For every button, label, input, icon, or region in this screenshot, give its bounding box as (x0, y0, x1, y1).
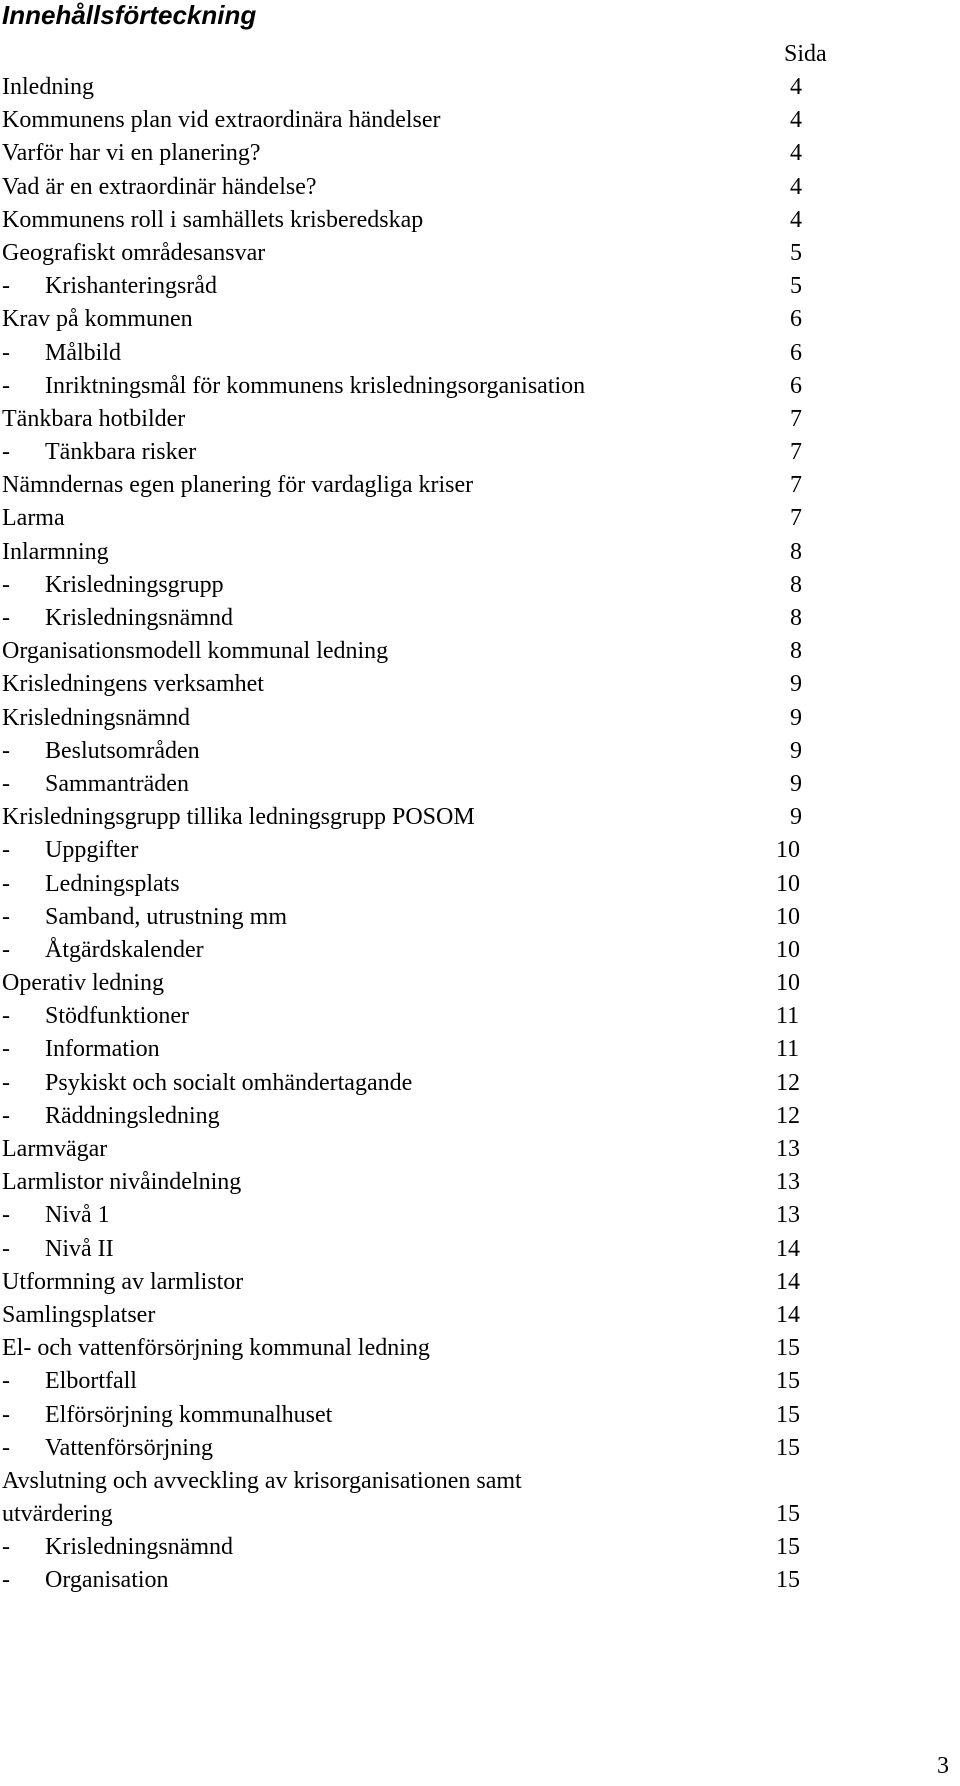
toc-entry-label: Sammanträden (45, 770, 189, 797)
toc-entry-page: 9 (790, 671, 802, 698)
toc-entry-dash: - (2, 737, 10, 764)
toc-entry-page: 10 (776, 970, 800, 997)
toc-entry (0, 637, 960, 670)
toc-entry-page: 15 (776, 1335, 800, 1362)
toc-entry-label: Krisledningsgrupp (45, 571, 224, 598)
toc-entry (0, 272, 960, 305)
toc-entry-dash: - (2, 605, 10, 631)
toc-entry (0, 1467, 960, 1500)
toc-entry (0, 106, 960, 139)
toc-entry-label: Krisledningsgrupp tillika ledningsgrupp POSOM (2, 804, 475, 831)
toc-entry-page: 9 (790, 804, 802, 831)
toc-entry-page: 10 (776, 870, 800, 897)
toc-entry (0, 1334, 960, 1367)
toc-entry-label: Kommunens roll i samhällets krisberedskap (2, 206, 424, 233)
toc-entry-label: Tänkbara hotbilder (2, 405, 186, 432)
toc-entry-page: 5 (790, 239, 802, 266)
toc-entry-page: 4 (790, 173, 802, 200)
toc-entry-dash: - (2, 339, 10, 366)
toc-entry-dash: - (2, 1003, 10, 1030)
toc-entry-label: Räddningsledning (45, 1102, 220, 1129)
toc-entry-page: 8 (790, 605, 802, 631)
toc-entry (0, 604, 960, 637)
toc-entry-dash: - (2, 936, 10, 963)
toc-entry-label: Uppgifter (45, 837, 139, 864)
toc-entry (0, 1235, 960, 1268)
toc-entry-label: Beslutsområden (45, 737, 200, 764)
toc-entry-page: 8 (790, 638, 802, 665)
toc-entry-dash: - (2, 439, 10, 466)
toc-entry-page: 10 (776, 903, 800, 930)
toc-entry-page: 11 (776, 1036, 800, 1063)
toc-entry-page: 13 (776, 1169, 800, 1196)
toc-entry (0, 206, 960, 239)
toc-entry-page: 13 (776, 1136, 800, 1162)
toc-entry-page: 14 (776, 1235, 800, 1262)
toc-entry-page: 6 (790, 306, 802, 333)
toc-entry-dash: - (2, 1102, 10, 1129)
toc-entry-label: Krisledningsnämnd (2, 704, 190, 731)
toc-entry-page: 13 (776, 1202, 800, 1229)
toc-entry (0, 1201, 960, 1234)
toc-entry-label: Avslutning och avveckling av krisorganisationen samt (2, 1467, 522, 1494)
toc-entry-dash: - (2, 1036, 10, 1063)
toc-entry (0, 803, 960, 836)
toc-entry (0, 1533, 960, 1566)
toc-entry-dash: - (2, 571, 10, 598)
toc-entry-label: Larmvägar (2, 1136, 108, 1162)
toc-entry-page: 8 (790, 538, 802, 565)
toc-entry (0, 239, 960, 272)
toc-entry-label: Vattenförsörjning (45, 1434, 213, 1461)
toc-entry (0, 538, 960, 571)
toc-entry-dash: - (2, 372, 10, 399)
toc-entry-label: Vad är en extraordinär händelse? (2, 173, 317, 200)
toc-entry-label: Målbild (45, 339, 121, 366)
toc-entry-label: Geografiskt områdesansvar (2, 239, 266, 266)
toc-entry (0, 670, 960, 703)
toc-entry-label: Samband, utrustning mm (45, 903, 287, 930)
toc-entry-label: Organisation (45, 1567, 169, 1594)
toc-entry-label: Nivå 1 (45, 1202, 110, 1229)
toc-entry-dash: - (2, 870, 10, 897)
page-column-heading: Sida (784, 41, 827, 67)
toc-entry-label: Inriktningsmål för kommunens krisledningsorganisation (45, 372, 586, 399)
toc-entry-label: Kommunens plan vid extraordinära händelser (2, 107, 441, 134)
toc-entry-page: 14 (776, 1268, 800, 1295)
toc-entry-label: Krisledningsnämnd (45, 1534, 233, 1561)
toc-entry-page: 15 (776, 1501, 800, 1528)
toc-entry-dash: - (2, 1401, 10, 1428)
toc-entry-page: 5 (790, 273, 802, 300)
toc-entry-page: 15 (776, 1368, 800, 1395)
page-number: 3 (937, 1753, 949, 1779)
toc-entry-page: 7 (790, 505, 802, 532)
toc-entry-label: Tänkbara risker (45, 439, 197, 466)
toc-entry-dash: - (2, 1202, 10, 1229)
toc-entry-page: 8 (790, 571, 802, 598)
toc-entry-label: Operativ ledning (2, 970, 164, 997)
toc-entry (0, 339, 960, 372)
toc-entry (0, 372, 960, 405)
toc-entry (0, 139, 960, 172)
toc-entry-page: 11 (776, 1003, 800, 1030)
toc-entry (0, 1500, 960, 1533)
toc-entry-label: Ledningsplats (45, 870, 180, 897)
toc-entry-label: Utformning av larmlistor (2, 1268, 244, 1295)
toc-entry (0, 1301, 960, 1334)
toc-entry-label: Inlarmning (2, 538, 109, 565)
toc-entry-page: 9 (790, 770, 802, 797)
toc-entry-label: Information (45, 1036, 160, 1063)
toc-entry (0, 1035, 960, 1068)
toc-list (0, 73, 960, 1600)
toc-entry-page: 10 (776, 936, 800, 963)
toc-entry-dash: - (2, 1567, 10, 1594)
page-title: Innehållsförteckning (2, 0, 257, 30)
toc-entry (0, 903, 960, 936)
toc-entry-dash: - (2, 1534, 10, 1561)
toc-entry-page: 6 (790, 372, 802, 399)
toc-entry-page: 12 (776, 1069, 800, 1096)
toc-entry-page: 12 (776, 1102, 800, 1129)
toc-entry (0, 571, 960, 604)
toc-entry-dash: - (2, 903, 10, 930)
toc-entry (0, 1566, 960, 1599)
toc-entry-page: 10 (776, 837, 800, 864)
toc-entry-label: Larmlistor nivåindelning (2, 1169, 242, 1196)
toc-entry-label: Varför har vi en planering? (2, 140, 261, 167)
toc-entry-page: 7 (790, 405, 802, 432)
toc-entry-label: Psykiskt och socialt omhändertagande (45, 1069, 413, 1096)
toc-entry (0, 173, 960, 206)
toc-entry-label: Krav på kommunen (2, 306, 193, 333)
toc-entry-page: 14 (776, 1301, 800, 1328)
toc-entry (0, 1434, 960, 1467)
toc-entry (0, 1367, 960, 1400)
toc-entry-page: 4 (790, 74, 802, 100)
toc-entry (0, 305, 960, 338)
toc-entry-page: 7 (790, 472, 802, 499)
toc-entry-label: Elförsörjning kommunalhuset (45, 1401, 333, 1428)
toc-entry (0, 737, 960, 770)
toc-entry-page: 4 (790, 206, 802, 233)
toc-entry-page: 15 (776, 1567, 800, 1594)
toc-entry-dash: - (2, 1368, 10, 1395)
toc-entry (0, 73, 960, 106)
toc-entry (0, 438, 960, 471)
toc-entry-page: 9 (790, 737, 802, 764)
toc-entry (0, 504, 960, 537)
toc-entry-label: Åtgärdskalender (45, 936, 204, 963)
toc-entry (0, 471, 960, 504)
toc-entry-label: Nämndernas egen planering för vardagliga kriser (2, 472, 474, 499)
toc-entry-page: 4 (790, 140, 802, 167)
toc-entry (0, 1002, 960, 1035)
toc-entry-dash: - (2, 273, 10, 300)
toc-entry-page: 15 (776, 1534, 800, 1561)
toc-entry (0, 1102, 960, 1135)
toc-entry (0, 405, 960, 438)
toc-entry-label: Inledning (2, 74, 94, 100)
toc-entry (0, 936, 960, 969)
toc-entry (0, 1401, 960, 1434)
toc-entry (0, 969, 960, 1002)
toc-entry-label: Stödfunktioner (45, 1003, 189, 1030)
toc-entry-label: Elbortfall (45, 1368, 137, 1395)
toc-entry-dash: - (2, 1069, 10, 1096)
toc-entry-label: Krishanteringsråd (45, 273, 217, 300)
toc-entry-page: 7 (790, 439, 802, 466)
toc-entry (0, 870, 960, 903)
toc-entry-page: 15 (776, 1434, 800, 1461)
toc-entry-page: 4 (790, 107, 802, 134)
toc-entry-page: 9 (790, 704, 802, 731)
toc-entry (0, 770, 960, 803)
toc-entry-dash: - (2, 770, 10, 797)
toc-entry (0, 1168, 960, 1201)
toc-entry-label: Nivå II (45, 1235, 114, 1262)
toc-entry (0, 1069, 960, 1102)
toc-entry-label: Organisationsmodell kommunal ledning (2, 638, 389, 665)
toc-entry (0, 1268, 960, 1301)
toc-entry-label: Krisledningsnämnd (45, 605, 233, 631)
toc-entry (0, 836, 960, 869)
toc-entry-label: Samlingsplatser (2, 1301, 156, 1328)
toc-entry (0, 704, 960, 737)
toc-entry-dash: - (2, 1434, 10, 1461)
toc-entry-label: Larma (2, 505, 65, 532)
toc-entry-label: Krisledningens verksamhet (2, 671, 264, 698)
toc-entry (0, 1135, 960, 1168)
toc-entry-page: 6 (790, 339, 802, 366)
toc-entry-page: 15 (776, 1401, 800, 1428)
toc-entry-dash: - (2, 1235, 10, 1262)
toc-entry-dash: - (2, 837, 10, 864)
toc-entry-label: utvärdering (2, 1501, 113, 1528)
toc-entry-label: El- och vattenförsörjning kommunal ledning (2, 1335, 430, 1362)
